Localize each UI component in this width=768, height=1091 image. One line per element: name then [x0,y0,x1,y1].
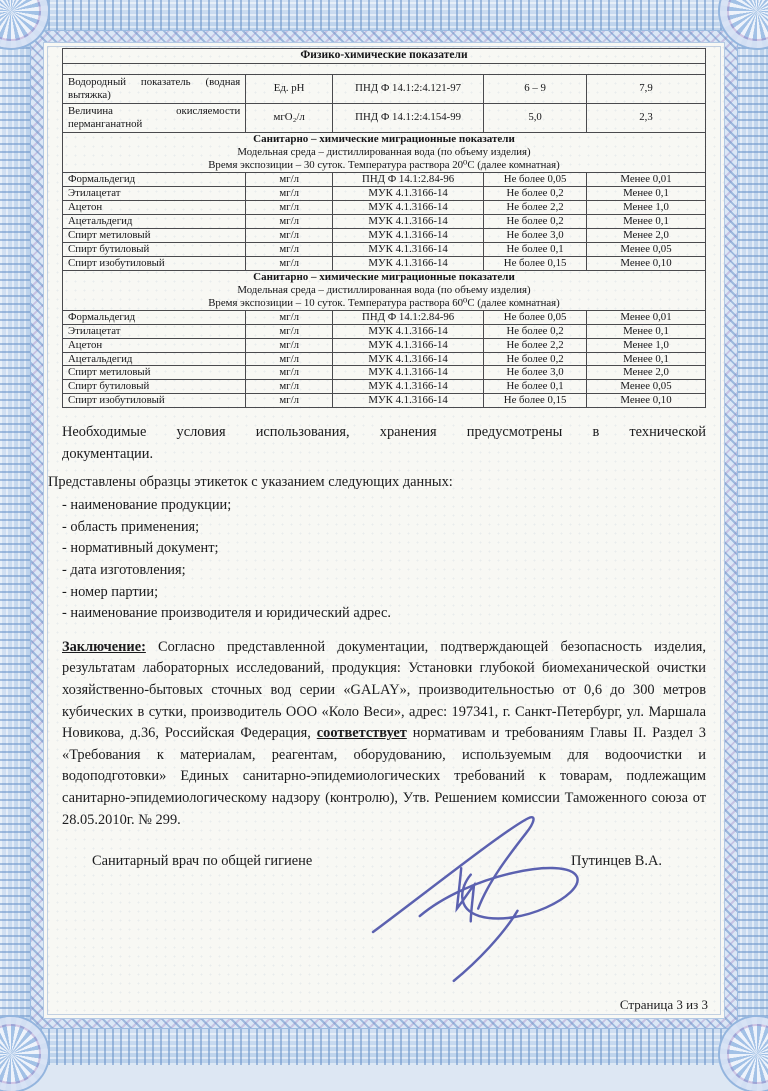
table-row [63,310,706,324]
conditions-line2: документации. [62,445,154,462]
norm-cell: Не более 0,05 [484,172,587,186]
result-cell: Менее 2,0 [587,366,706,380]
migration1-header [63,132,706,172]
signatory-name: Путинцев В.А. [571,853,662,870]
certificate-content [50,46,718,1015]
result-cell: Менее 0,10 [587,394,706,408]
signatory-position: Санитарный врач по общей гигиене [92,853,313,870]
result-cell: 7,9 [587,74,706,103]
unit-cell: мг/л [246,352,333,366]
norm-cell: 6 – 9 [484,74,587,103]
signature-row [62,853,706,917]
list-item: - область применения; [62,518,200,535]
norm-cell: Не более 0,05 [484,310,587,324]
unit-cell: мг/л [246,228,333,242]
page-number: Страница 3 из 3 [619,997,708,1012]
norm-cell: Не более 0,2 [484,186,587,200]
indicator-name-cell: Спирт бутиловый [63,242,246,256]
norm-cell: Не более 0,15 [484,256,587,270]
table-row [63,338,706,352]
conditions-line1: Необходимые условия использования, хранения предусмотрены в технической [62,424,706,441]
norm-cell: Не более 0,2 [484,352,587,366]
indicator-name-cell: Величина окисляемости перманганатной [63,103,246,132]
result-cell: Менее 0,1 [587,214,706,228]
method-cell: МУК 4.1.3166-14 [333,214,484,228]
conditions-paragraph [62,422,706,465]
migration2-header [63,270,706,310]
method-cell: МУК 4.1.3166-14 [333,228,484,242]
result-cell: Менее 1,0 [587,200,706,214]
method-cell: МУК 4.1.3166-14 [333,186,484,200]
table-row [63,324,706,338]
conclusion-label: Заключение: [62,638,146,655]
result-cell: Менее 0,01 [587,172,706,186]
unit-cell: мг/л [246,310,333,324]
table-row [63,214,706,228]
method-cell: МУК 4.1.3166-14 [333,200,484,214]
unit-cell: мг/л [246,186,333,200]
unit-cell: мг/л [246,366,333,380]
norm-cell: Не более 2,2 [484,200,587,214]
physico-table-title: Физико-химические показатели [63,49,706,64]
result-cell: Менее 0,1 [587,186,706,200]
unit-cell: мгО₂/л [246,103,333,132]
result-cell: 2,3 [587,103,706,132]
result-cell: Менее 0,05 [587,242,706,256]
method-cell: ПНД Ф 14.1:2.84-96 [333,310,484,324]
unit-cell: мг/л [246,324,333,338]
method-cell: МУК 4.1.3166-14 [333,242,484,256]
method-cell: ПНД Ф 14.1:2:4.121-97 [333,74,484,103]
norm-cell: Не более 3,0 [484,366,587,380]
border-band-right [733,0,768,1065]
indicator-name-cell: Спирт бутиловый [63,380,246,394]
method-cell: МУК 4.1.3166-14 [333,352,484,366]
result-cell: Менее 0,1 [587,352,706,366]
list-item: - номер партии; [62,583,159,600]
indicator-name-cell: Ацетон [63,200,246,214]
section-media: Модельная среда – дистиллированная вода (по объему изделия) [237,283,531,296]
table-row [63,172,706,186]
table-row [63,366,706,380]
unit-cell: мг/л [246,172,333,186]
section-header-row [63,270,706,310]
indicator-name-cell: Водородный показатель (водная вытяжка) [63,74,246,103]
border-band-bottom [0,1024,768,1065]
table-row [63,200,706,214]
list-item: - нормативный документ; [62,540,219,557]
section-title: Санитарно – химические миграционные показатели [253,270,515,283]
unit-cell: мг/л [246,242,333,256]
indicator-name-cell: Спирт метиловый [63,228,246,242]
indicator-name-cell: Формальдегид [63,310,246,324]
list-item: - дата изготовления; [62,561,186,578]
indicator-name-cell: Спирт изобутиловый [63,394,246,408]
table-row [63,228,706,242]
spacer-cell [63,63,706,74]
conclusion-text-before: Согласно представленной документации, подтверждающей безопасность изделия, результатам лабораторных исследований, продукция: Установки глубокой биомеханической очистки хозяйственно-бытовых сточных вод серии «GALAY», производительностью от 0,6 до 300 метров кубических в сутки, производитель ООО «Коло Веси», адрес: 197341, г. Санкт-Петербург, ул. Маршала Новикова, д.36, Российская Федерация, [62,638,707,742]
table-row [63,242,706,256]
norm-cell: Не более 3,0 [484,228,587,242]
indicator-name-cell: Этилацетат [63,324,246,338]
indicator-name-cell: Ацетон [63,338,246,352]
norm-cell: 5,0 [484,103,587,132]
indicator-name-cell: Спирт изобутиловый [63,256,246,270]
norm-cell: Не более 0,2 [484,214,587,228]
table-row [63,380,706,394]
unit-cell: мг/л [246,394,333,408]
conclusion-paragraph [62,637,706,831]
method-cell: МУК 4.1.3166-14 [333,338,484,352]
indicator-name-cell: Этилацетат [63,186,246,200]
unit-cell: мг/л [246,256,333,270]
method-cell: МУК 4.1.3166-14 [333,394,484,408]
unit-cell: Ед. pH [246,74,333,103]
indicator-name-cell: Ацетальдегид [63,214,246,228]
spacer-row [63,63,706,74]
result-cell: Менее 0,1 [587,324,706,338]
list-item: - наименование производителя и юридический адрес. [62,605,391,622]
unit-cell: мг/л [246,214,333,228]
table-row [63,352,706,366]
method-cell: ПНД Ф 14.1:2.84-96 [333,172,484,186]
table-row [63,74,706,103]
norm-cell: Не более 0,1 [484,242,587,256]
result-cell: Менее 1,0 [587,338,706,352]
indicator-name-cell: Спирт метиловый [63,366,246,380]
method-cell: МУК 4.1.3166-14 [333,256,484,270]
table-row [63,186,706,200]
indicator-name-cell: Формальдегид [63,172,246,186]
result-cell: Менее 0,01 [587,310,706,324]
unit-cell: мг/л [246,338,333,352]
section-title: Санитарно – химические миграционные показатели [253,132,515,145]
norm-cell: Не более 0,2 [484,324,587,338]
migration2-rows [63,310,706,408]
section-media: Модельная среда – дистиллированная вода (по объему изделия) [237,145,531,158]
table-row [63,394,706,408]
conclusion-emphasis: соответствует [316,725,407,742]
unit-cell: мг/л [246,200,333,214]
section-header-row [63,132,706,172]
conclusion-text-after: нормативам и требованиям Главы II. Раздел 3 «Требования к материалам, реагентам, оборудованию, используемым для водоочистки и водоподготовки» Единых санитарно-эпидемиологических требований к товарам, подлежащим санитарно-эпидемиологическому надзору (контролю), Утв. Решением комиссии Таможенного союза от 28.05.2010г. № 299. [62,725,707,828]
result-cell: Менее 2,0 [587,228,706,242]
signature-ink-icon [350,813,600,983]
table-title-row [63,49,706,64]
table-row [63,103,706,132]
table-row [63,256,706,270]
indicator-name-cell: Ацетальдегид [63,352,246,366]
norm-cell: Не более 0,1 [484,380,587,394]
labels-intro: Представлены образцы этикеток с указанием следующих данных: [48,473,453,490]
method-cell: МУК 4.1.3166-14 [333,366,484,380]
result-cell: Менее 0,05 [587,380,706,394]
unit-cell: мг/л [246,380,333,394]
section-exposure: Время экспозиции – 10 суток. Температура раствора 60⁰С (далее комнатная) [208,296,560,309]
physico-rows [63,74,706,132]
method-cell: ПНД Ф 14.1:2:4.154-99 [333,103,484,132]
indicators-table [62,48,706,408]
method-cell: МУК 4.1.3166-14 [333,324,484,338]
migration1-rows [63,172,706,270]
label-items-list [62,495,706,625]
result-cell: Менее 0,10 [587,256,706,270]
method-cell: МУК 4.1.3166-14 [333,380,484,394]
section-exposure: Время экспозиции – 30 суток. Температура раствора 20⁰С (далее комнатная) [208,158,560,171]
norm-cell: Не более 2,2 [484,338,587,352]
norm-cell: Не более 0,15 [484,394,587,408]
list-item: - наименование продукции; [62,497,232,514]
